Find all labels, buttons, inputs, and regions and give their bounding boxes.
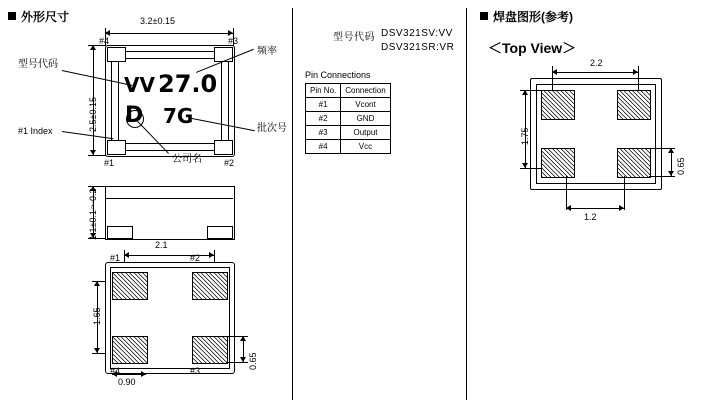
- side-view-terminal: [107, 226, 133, 239]
- bottom-pin-label-4: #4: [110, 366, 121, 376]
- dim-width-bottom: 2.1: [155, 240, 168, 250]
- top-view-label: ＜Top View＞: [488, 40, 577, 56]
- ext-line: [226, 362, 248, 363]
- bottom-pin-label-3: #3: [190, 366, 201, 376]
- table-cell-conn: Vcont: [341, 98, 390, 112]
- dim-pad-width: 0.90: [118, 377, 136, 387]
- dim-line-land-top: [552, 72, 638, 73]
- arrow-down: [90, 150, 96, 155]
- arrow-right: [141, 371, 146, 377]
- dim-line-height: [93, 45, 94, 155]
- part-number-heading: 型号代码: [333, 32, 375, 43]
- dim-width-top: 3.2±0.15: [140, 16, 175, 26]
- dim-pad-height: 0.65: [248, 352, 258, 370]
- part-number-line2: DSV321SR:VR: [381, 42, 455, 53]
- bottom-pin-label-1: #1: [110, 253, 121, 263]
- bottom-pin-label-2: #2: [190, 253, 201, 263]
- dim-land-top: 2.2: [590, 58, 603, 68]
- package-pin-label-1: #1: [104, 158, 115, 168]
- land-pad-2: [617, 90, 651, 120]
- bottom-view-pad-2: [192, 272, 228, 300]
- dim-land-right: 0.65: [676, 157, 686, 175]
- table-header-row: [306, 84, 391, 98]
- dim-line-width: [105, 33, 233, 34]
- callout-pin1-index: #1 Index: [18, 126, 53, 136]
- land-pad-4: [541, 148, 575, 178]
- dim-line-bottom-height: [97, 281, 98, 353]
- part-number-line1: DSV321SV:VV: [381, 28, 453, 39]
- arrow-left: [112, 371, 117, 377]
- table-row: [306, 126, 391, 140]
- dim-height-bottom: 1.65: [92, 307, 102, 325]
- table-header-cell: Pin No.: [306, 84, 341, 98]
- table-header-cell: Connection: [341, 84, 390, 98]
- table-cell-conn: Vcc: [341, 140, 390, 154]
- callout-model-code: 型号代码: [18, 59, 58, 70]
- section-title-outline: 外形尺寸: [8, 8, 69, 25]
- table-cell-pin: #1: [306, 98, 341, 112]
- package-corner-pad: [107, 47, 126, 62]
- bottom-view-pad-1: [112, 272, 148, 300]
- ext-line: [226, 336, 248, 337]
- dim-line-land-left: [525, 90, 526, 168]
- marking-model-code: VV: [124, 73, 155, 97]
- table-cell-conn: Output: [341, 126, 390, 140]
- marking-lot: 7G: [163, 104, 194, 128]
- marking-company: D: [125, 103, 144, 128]
- table-row: [306, 112, 391, 126]
- side-view-terminal: [207, 226, 233, 239]
- dim-line-bottom-width: [124, 255, 214, 256]
- table-row: [306, 140, 391, 154]
- table-row: [306, 98, 391, 112]
- pin-table-title: Pin Connections: [305, 70, 371, 80]
- ext-line: [649, 176, 675, 177]
- divider-right: [466, 8, 467, 400]
- section-title-land: 焊盘图形(参考): [480, 8, 573, 25]
- pin-connections-table: [305, 83, 391, 154]
- side-view-lid-line: [105, 198, 233, 199]
- dim-land-bottom: 1.2: [584, 212, 597, 222]
- table-cell-conn: GND: [341, 112, 390, 126]
- ext-line: [88, 155, 106, 156]
- marking-frequency: 27.0: [158, 70, 218, 98]
- divider-left: [292, 8, 293, 400]
- bottom-view-pad-4: [112, 336, 148, 364]
- ext-line: [624, 176, 625, 210]
- bullet-square-icon: [480, 12, 488, 20]
- land-pad-3: [617, 148, 651, 178]
- package-corner-pad: [107, 140, 126, 155]
- package-corner-pad: [214, 140, 233, 155]
- arrow-up: [90, 45, 96, 50]
- ext-line: [649, 148, 675, 149]
- bullet-square-icon: [8, 12, 16, 20]
- table-cell-pin: #4: [306, 140, 341, 154]
- dim-line-land-bottom: [566, 208, 624, 209]
- package-pin-label-3: #3: [228, 36, 239, 46]
- callout-frequency: 频率: [257, 46, 277, 57]
- dim-line-side-height: [93, 186, 94, 238]
- package-pin-label-4: #4: [99, 36, 110, 46]
- dim-height-top: 2.5±0.15: [88, 97, 98, 132]
- dim-land-left: 1.75: [520, 127, 530, 145]
- callout-lot: 批次号: [257, 123, 287, 134]
- ext-line: [566, 176, 567, 210]
- land-pad-1: [541, 90, 575, 120]
- bottom-view-pad-3: [192, 336, 228, 364]
- callout-company: 公司名: [172, 154, 202, 165]
- table-cell-pin: #2: [306, 112, 341, 126]
- dim-height-side: 1.1±0.1〜0.2: [88, 188, 98, 240]
- table-cell-pin: #3: [306, 126, 341, 140]
- package-pin-label-2: #2: [224, 158, 235, 168]
